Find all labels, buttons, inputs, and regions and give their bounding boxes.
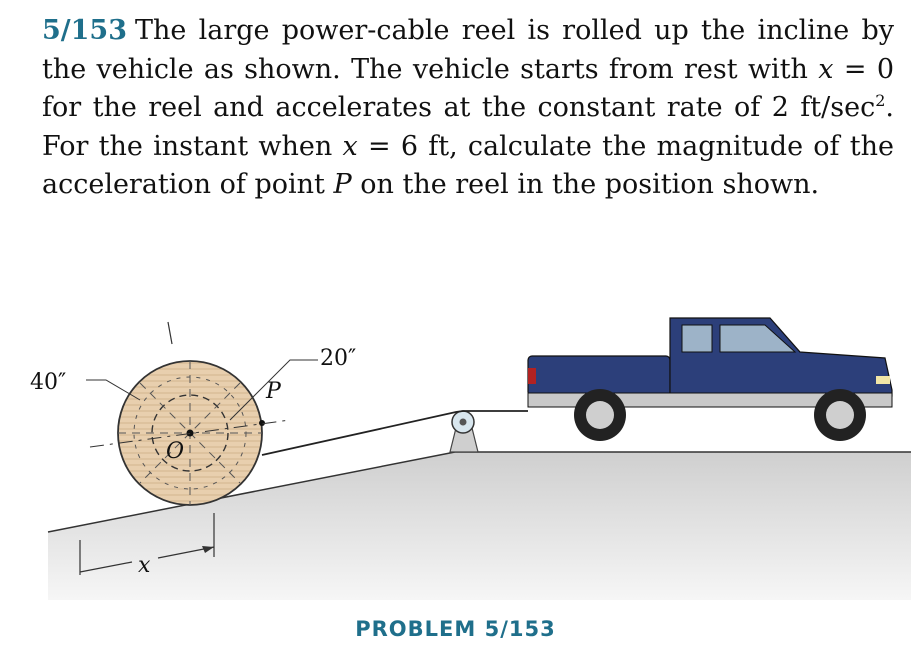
problem-figure bbox=[0, 300, 911, 600]
problem-number: 5/153 bbox=[42, 15, 128, 46]
reel-tick bbox=[168, 322, 172, 344]
cable bbox=[262, 411, 528, 455]
problem-text-4: = 6 ft, calculate the magnitude of the acceleration of point bbox=[42, 130, 895, 200]
problem-text-2: = 0 for the reel and accelerates at the constant rate of 2 ft/sec bbox=[42, 53, 894, 123]
pulley-hub bbox=[460, 419, 467, 426]
superscript: 2 bbox=[875, 91, 886, 110]
variable-x: x bbox=[818, 53, 834, 85]
label-x: x bbox=[138, 553, 151, 578]
label-O: O bbox=[166, 439, 185, 464]
label-40: 40″ bbox=[30, 370, 67, 395]
label-P: P bbox=[266, 379, 281, 404]
label-20: 20″ bbox=[320, 346, 357, 371]
figure-caption: PROBLEM 5/153 bbox=[355, 617, 556, 641]
problem-text-3: . For the instant when bbox=[42, 92, 894, 162]
pickup-truck bbox=[528, 318, 892, 441]
variable-P: P bbox=[333, 169, 352, 200]
problem-text-5: on the reel in the position shown. bbox=[351, 169, 820, 200]
variable-x: x bbox=[342, 130, 358, 162]
problem-statement bbox=[42, 12, 894, 205]
problem-text-1: The large power-cable reel is rolled up the incline by the vehicle as shown. The vehicle starts from rest with bbox=[42, 15, 894, 85]
